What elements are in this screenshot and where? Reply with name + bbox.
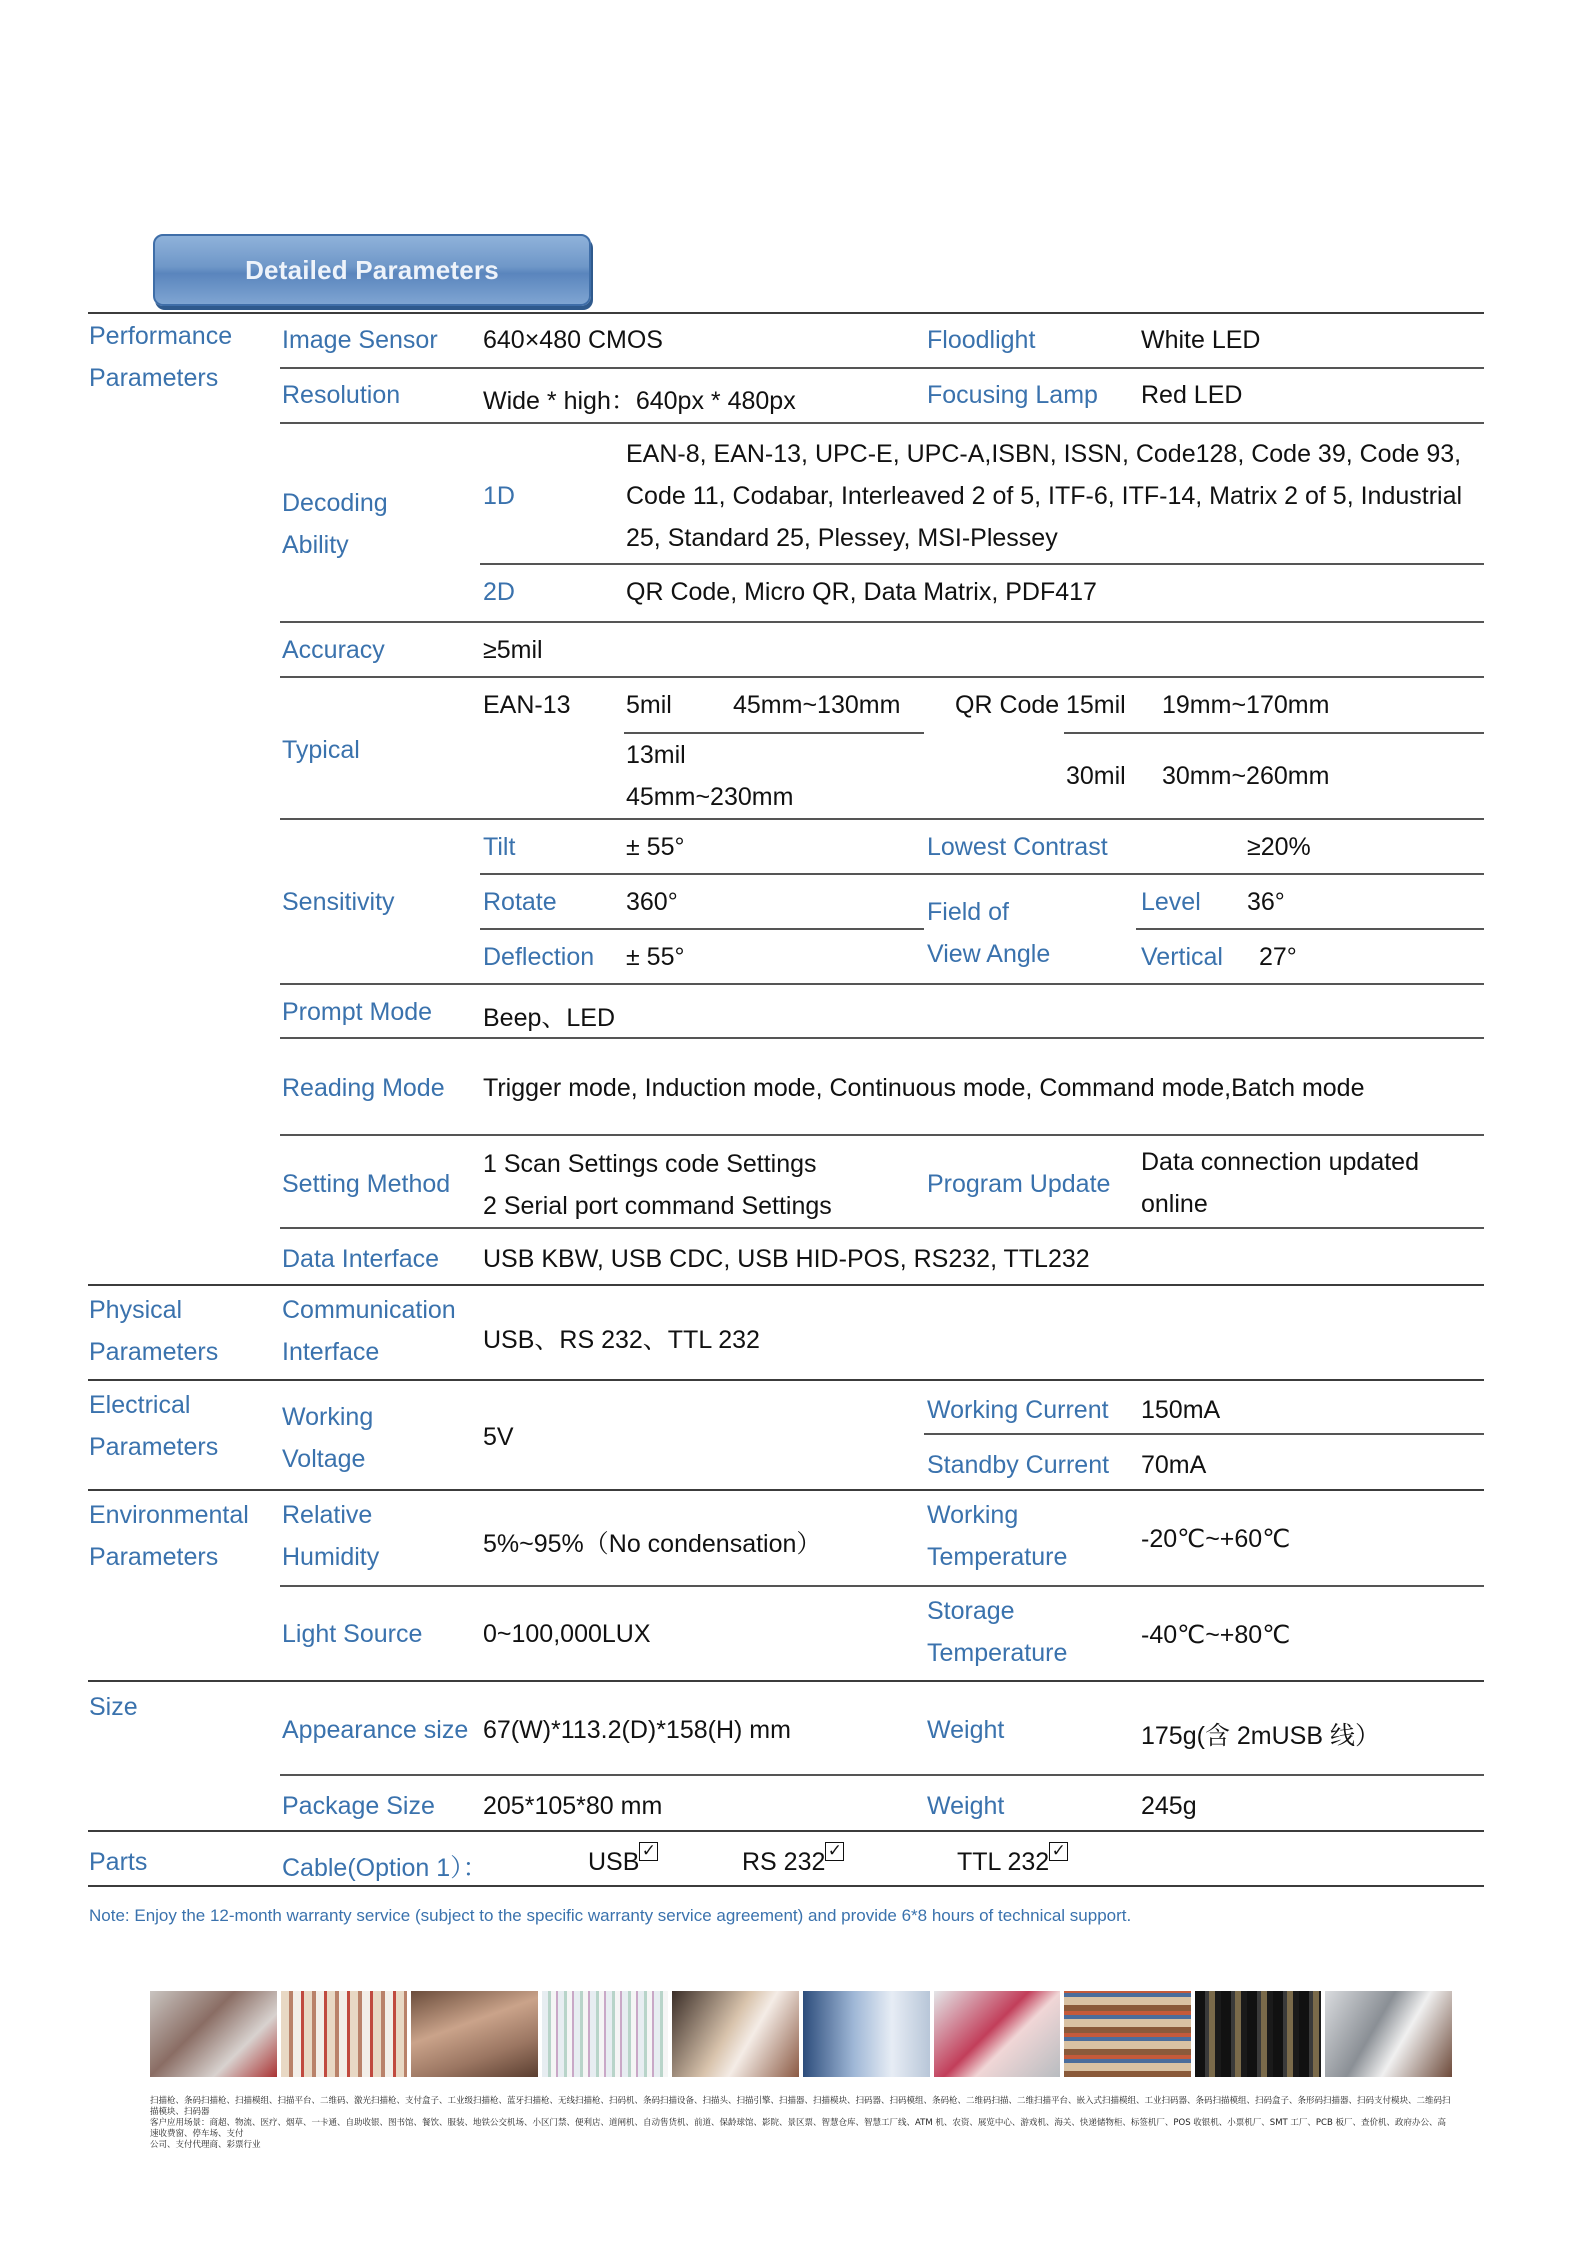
setting-method-label: Setting Method: [282, 1170, 451, 1198]
program-update-value: Data connection updated online: [1141, 1148, 1419, 1218]
working-voltage-label: Working Voltage: [282, 1403, 374, 1473]
standby-current-label: Standby Current: [927, 1451, 1110, 1479]
image-sensor-value: 640×480 CMOS: [483, 326, 663, 354]
setting-method-line1: 1 Scan Settings code Settings: [483, 1150, 817, 1178]
photo-pharmacy-shelves: [542, 1991, 669, 2077]
floodlight-label: Floodlight: [927, 326, 1036, 354]
appearance-size-label: Appearance size: [282, 1716, 469, 1744]
cable-option-rs232[interactable]: [742, 1841, 844, 1877]
row-divider: [1136, 928, 1484, 930]
reading-mode-value: Trigger mode, Induction mode, Continuous mode, Command mode,Batch mode: [483, 1074, 1365, 1102]
caption-line-1: 扫描枪、条码扫描枪、扫描模组、扫描平台、二维码、激光扫描枪、支付盒子、工业级扫描枪、蓝牙扫描枪、无线扫描枪、扫码机、条码扫描设备、扫描头、扫描引擎、扫描器、扫描模块、扫码器、扫码模组、条码枪、二维码扫描、二维扫描平台、嵌入式扫描模组、工业扫码器、条码扫描模组、扫码盒子、条形码扫描器、扫码支付模块、二维码扫描模块、扫码器: [150, 2096, 1451, 2117]
setting-method-line2: 2 Serial port command Settings: [483, 1192, 832, 1220]
row-divider: [280, 983, 1484, 985]
humidity-label: Relative Humidity: [282, 1501, 380, 1571]
typical-qr-range-1: 19mm~170mm: [1162, 691, 1330, 719]
deflection-value: ± 55°: [626, 943, 685, 971]
cable-option-usb[interactable]: [588, 1841, 658, 1877]
row-divider: [280, 1037, 1484, 1039]
weight-value-2: 245g: [1141, 1792, 1197, 1820]
row-divider: [280, 422, 1484, 424]
photo-restaurant: [672, 1991, 799, 2077]
focusing-lamp-value: Red LED: [1141, 381, 1243, 409]
working-current-label: Working Current: [927, 1396, 1109, 1424]
photo-office: [1325, 1991, 1452, 2077]
typical-ean13-range-1: 45mm~130mm: [733, 691, 901, 719]
photo-vending-machine: [1195, 1991, 1322, 2077]
typical-ean13-range-2: 45mm~230mm: [626, 783, 794, 811]
fov-label: Field of View Angle: [927, 898, 1051, 968]
accuracy-value: ≥5mil: [483, 636, 543, 664]
resolution-value: Wide * high：640px * 480px: [483, 387, 796, 415]
cable-option-label: Cable(Option 1）：: [282, 1854, 488, 1882]
data-interface-label: Data Interface: [282, 1245, 440, 1273]
lowest-contrast-label: Lowest Contrast: [927, 833, 1108, 861]
decoding-1d-label: 1D: [483, 482, 515, 510]
section-divider: [88, 1830, 1484, 1832]
table-top-rule: [88, 312, 1484, 314]
decoding-ability-label: Decoding Ability: [282, 489, 388, 559]
comm-interface-label: Communication Interface: [282, 1296, 456, 1366]
working-temp-value: -20℃~+60℃: [1141, 1525, 1291, 1553]
image-sensor-label: Image Sensor: [282, 326, 438, 354]
typical-ean13-mil-1: 5mil: [626, 691, 672, 719]
weight-label-1: Weight: [927, 1716, 1005, 1744]
reading-mode-label: Reading Mode: [282, 1074, 445, 1102]
row-divider: [624, 732, 924, 734]
typical-qr-mil-2: 30mil: [1066, 762, 1126, 790]
row-divider: [280, 1227, 1484, 1229]
page-title: Detailed Parameters: [245, 254, 499, 285]
rotate-value: 360°: [626, 888, 678, 916]
fov-level-value: 36°: [1247, 888, 1285, 916]
weight-value-1: 175g(含 2mUSB 线）: [1141, 1722, 1380, 1750]
working-voltage-value: 5V: [483, 1423, 514, 1451]
resolution-label: Resolution: [282, 381, 401, 409]
section-divider: [88, 1379, 1484, 1381]
section-divider: [88, 1284, 1484, 1286]
decoding-2d-label: 2D: [483, 578, 515, 606]
humidity-value: 5%~95%（No condensation）: [483, 1530, 822, 1558]
cable-option-ttl232[interactable]: [957, 1841, 1068, 1877]
prompt-mode-label: Prompt Mode: [282, 998, 433, 1026]
row-divider: [280, 818, 1484, 820]
cable-option-usb-label: USB: [588, 1848, 640, 1876]
standby-current-value: 70mA: [1141, 1451, 1207, 1479]
cable-option-ttl232-label: TTL 232: [957, 1848, 1050, 1876]
appearance-size-value: 67(W)*113.2(D)*158(H) mm: [483, 1716, 791, 1744]
section-divider: [88, 1680, 1484, 1682]
typical-ean13-label: EAN-13: [483, 691, 571, 719]
prompt-mode-value: Beep、LED: [483, 1004, 616, 1032]
warranty-note: Note: Enjoy the 12-month warranty service (subject to the specific warranty service agreement) and provide 6*8 hours of technical support.: [89, 1906, 1132, 1925]
caption-line-2: 客户应用场景：商超、物流、医疗、烟草、一卡通、自助收银、图书馆、餐饮、服装、地铁公交机场、小区门禁、便利店、道闸机、自动售货机、前道、保龄球馆、影院、景区票、智慧仓库、智慧工厂线、ATM 机、农资、展览中心、游戏机、海关、快递储物柜、标签机厂、POS 收银机、小票机厂、SMT 工厂、PCB 板厂、查价机、政府办公、高速收费窗、停车场、支付: [150, 2118, 1447, 2139]
floodlight-value: White LED: [1141, 326, 1261, 354]
tilt-label: Tilt: [483, 833, 516, 861]
checkbox-checked-icon[interactable]: ✓: [825, 1842, 844, 1861]
row-divider: [1064, 732, 1484, 734]
decoding-2d-value: QR Code, Micro QR, Data Matrix, PDF417: [626, 578, 1097, 606]
section-physical: Physical Parameters: [89, 1296, 219, 1366]
working-current-value: 150mA: [1141, 1396, 1221, 1424]
weight-label-2: Weight: [927, 1792, 1005, 1820]
section-environmental: Environmental Parameters: [89, 1501, 249, 1571]
fov-vertical-label: Vertical: [1141, 943, 1223, 971]
row-divider: [480, 928, 924, 930]
application-photo-strip: [150, 1991, 1452, 2077]
typical-qr-label: QR Code: [955, 691, 1060, 719]
light-source-label: Light Source: [282, 1620, 423, 1648]
photo-logistics-boxes: [411, 1991, 538, 2077]
section-electrical: Electrical Parameters: [89, 1391, 219, 1461]
section-size: Size: [89, 1693, 138, 1721]
package-size-value: 205*105*80 mm: [483, 1792, 663, 1820]
section-title-banner: [153, 234, 591, 306]
photo-retail-checkout: [150, 1991, 277, 2077]
table-bottom-rule: [88, 1885, 1484, 1887]
deflection-label: Deflection: [483, 943, 595, 971]
light-source-value: 0~100,000LUX: [483, 1620, 651, 1648]
application-caption: [150, 2096, 1452, 2151]
row-divider: [924, 1433, 1484, 1435]
section-performance: Performance Parameters: [89, 322, 233, 392]
focusing-lamp-label: Focusing Lamp: [927, 381, 1098, 409]
rotate-label: Rotate: [483, 888, 557, 916]
data-interface-value: USB KBW, USB CDC, USB HID-POS, RS232, TTL232: [483, 1245, 1090, 1273]
checkbox-checked-icon[interactable]: ✓: [1049, 1842, 1068, 1861]
row-divider: [280, 1585, 1484, 1587]
package-size-label: Package Size: [282, 1792, 435, 1820]
section-divider: [88, 1489, 1484, 1491]
decoding-1d-value: EAN-8, EAN-13, UPC-E, UPC-A,ISBN, ISSN, Code128, Code 39, Code 93, Code 11, Codabar, Interleaved 2 of 5, ITF-6, ITF-14, Matrix 2 of 5, Industrial 25, Standard 25, Plessey, MSI-Plessey: [626, 440, 1463, 552]
typical-ean13-mil-2: 13mil: [626, 741, 686, 769]
sensitivity-label: Sensitivity: [282, 888, 395, 916]
row-divider: [480, 563, 1484, 565]
typical-qr-range-2: 30mm~260mm: [1162, 762, 1330, 790]
row-divider: [280, 1134, 1484, 1136]
photo-metro-gate: [803, 1991, 930, 2077]
row-divider: [280, 621, 1484, 623]
fov-level-label: Level: [1141, 888, 1201, 916]
row-divider: [280, 367, 1484, 369]
typical-label: Typical: [282, 736, 360, 764]
checkbox-checked-icon[interactable]: ✓: [639, 1842, 658, 1861]
comm-interface-value: USB、RS 232、TTL 232: [483, 1326, 760, 1354]
row-divider: [480, 873, 1484, 875]
storage-temp-value: -40℃~+80℃: [1141, 1621, 1291, 1649]
fov-vertical-value: 27°: [1259, 943, 1297, 971]
lowest-contrast-value: ≥20%: [1247, 833, 1311, 861]
storage-temp-label: Storage Temperature: [927, 1597, 1068, 1667]
row-divider: [280, 1774, 1484, 1776]
photo-phone-payment: [934, 1991, 1061, 2077]
program-update-label: Program Update: [927, 1170, 1111, 1198]
caption-line-3: 公司、支付代理商、彩票行业: [150, 2140, 261, 2150]
accuracy-label: Accuracy: [282, 636, 385, 664]
section-parts: Parts: [89, 1848, 148, 1876]
photo-convenience-store: [1064, 1991, 1191, 2077]
tilt-value: ± 55°: [626, 833, 685, 861]
cable-option-rs232-label: RS 232: [742, 1848, 826, 1876]
working-temp-label: Working Temperature: [927, 1501, 1068, 1571]
photo-library-books: [281, 1991, 408, 2077]
typical-qr-mil-1: 15mil: [1066, 691, 1126, 719]
row-divider: [280, 676, 1484, 678]
